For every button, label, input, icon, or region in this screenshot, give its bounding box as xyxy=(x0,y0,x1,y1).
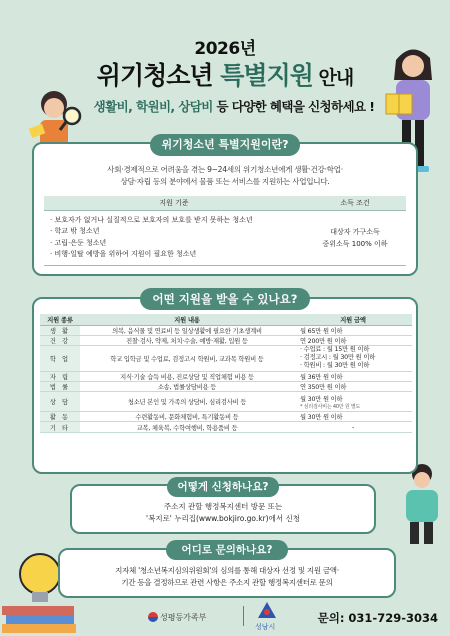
title-tail: 안내 xyxy=(312,67,354,89)
row-type: 활 동 xyxy=(40,412,80,422)
section3-heading: 어떻게 신청하나요? xyxy=(167,477,279,497)
student-thinking-illustration xyxy=(396,462,446,546)
page-subtitle xyxy=(84,97,384,115)
page-title xyxy=(0,56,450,92)
city-logo-icon xyxy=(256,600,278,620)
section-support-types xyxy=(32,292,418,474)
apply-text xyxy=(72,501,374,525)
criteria-item: · 고립·은둔 청소년 xyxy=(50,238,107,247)
ministry-logo-icon xyxy=(148,612,158,622)
row-type: 자 립 xyxy=(40,371,80,381)
criteria-item: · 보호자가 없거나 실질적으로 보호자의 보호를 받지 못하는 청소년 xyxy=(50,215,253,224)
criteria-list xyxy=(44,210,304,265)
row-content: 학교 입학금 및 수업료, 검정고시 학원비, 교과목 학원비 등 xyxy=(80,345,294,371)
table-row xyxy=(40,371,412,381)
section-how-to-apply xyxy=(70,481,376,534)
row-amount: 연 350만 원 이하 xyxy=(294,382,412,392)
intro-line-2: 상담·자립 등의 분야에서 물품 또는 서비스를 지원하는 사업입니다. xyxy=(120,177,330,186)
ministry-name: 성평등가족부 xyxy=(160,613,207,622)
income-condition xyxy=(304,210,406,265)
apply-line-2: '복지로' 누리집(www.bokjiro.go.kr)에서 신청 xyxy=(146,514,300,523)
criteria-item: · 학교 밖 청소년 xyxy=(50,227,100,235)
row-content: 수련활동비, 문화체험비, 특기활동비 등 xyxy=(80,412,294,422)
title-highlight: 특별지원 xyxy=(220,61,313,90)
row-amount: 월 65만 원 이하 xyxy=(294,325,412,335)
support-table xyxy=(40,314,412,433)
table-row xyxy=(40,345,412,371)
income-col-header: 소득 조건 xyxy=(304,196,406,210)
table-row xyxy=(40,422,412,432)
contact-phone: 문의: 031-729-3034 xyxy=(317,611,438,625)
footer-divider xyxy=(243,606,244,626)
section2-heading: 어떤 지원을 받을 수 있나요? xyxy=(140,288,310,310)
subtitle-tail: 등 다양한 혜택을 신청하세요 ! xyxy=(212,99,375,114)
table-row xyxy=(40,335,412,345)
section1-intro xyxy=(44,164,406,188)
criteria-col-header: 지원 기준 xyxy=(44,196,304,210)
section4-heading: 어디로 문의하나요? xyxy=(166,540,288,560)
row-type: 상 담 xyxy=(40,392,80,412)
criteria-item: · 비행·일탈 예방을 위하여 지원이 필요한 청소년 xyxy=(50,250,197,258)
header-year: 2026년 xyxy=(194,39,256,59)
row-amount: - xyxy=(294,422,412,432)
subtitle-highlight: 생활비, 학원비, 상담비 xyxy=(93,99,213,114)
row-amount-value: 월 30만 원 이하 xyxy=(300,395,343,403)
contact-line-2: 기간 등을 결정하므로 관련 사항은 주소지 관할 행정복지센터로 문의 xyxy=(121,578,333,587)
apply-line-1: 주소지 관할 행정복지센터 방문 또는 xyxy=(163,502,283,511)
row-amount: 연 200만 원 이하 xyxy=(294,335,412,345)
row-amount: · 수업료 : 월 15만 원 이하 · 검정고시 : 월 30만 원 이하 · 학원비 : 월 30만 원 이하 xyxy=(294,345,412,371)
row-content: 교복, 체육복, 수학여행비, 학용품비 등 xyxy=(80,422,294,432)
table-row xyxy=(40,412,412,422)
row-content: 지식·기술 습득 비용, 진로상담 및 직업체험 비용 등 xyxy=(80,371,294,381)
table-row xyxy=(40,382,412,392)
section-what-is-support xyxy=(32,138,418,276)
row-type: 건 강 xyxy=(40,335,80,345)
row-type: 학 업 xyxy=(40,345,80,371)
row-amount: 월 30만 원 이하 xyxy=(294,412,412,422)
income-line-1: 대상자 가구소득 xyxy=(330,227,380,236)
row-content: 청소년 본인 및 가족의 상담비, 심리검사비 등 xyxy=(80,392,294,412)
row-amount-note: * 심리검사비는 40만 원 별도 xyxy=(300,403,361,410)
title-main: 위기청소년 xyxy=(96,61,221,90)
amount-col-header: 지원 금액 xyxy=(294,314,412,325)
income-line-2: 중위소득 100% 이하 xyxy=(322,239,388,248)
contact-text xyxy=(60,565,394,589)
intro-line-1: 사회·경제적으로 어려움을 겪는 9~24세의 위기청소년에게 생활·건강·학업· xyxy=(107,165,343,174)
city-name: 성남시 xyxy=(255,623,276,631)
row-type: 생 활 xyxy=(40,325,80,335)
table-row xyxy=(40,392,412,412)
row-amount xyxy=(294,392,412,412)
section-contact xyxy=(58,544,396,598)
row-content: 소송, 법률상담비용 등 xyxy=(80,382,294,392)
table-row xyxy=(40,325,412,335)
row-content: 의복, 음식물 및 연료비 등 일상생활에 필요한 기초생계비 xyxy=(80,325,294,335)
row-type: 법 률 xyxy=(40,382,80,392)
section1-heading: 위기청소년 특별지원이란? xyxy=(150,134,300,156)
criteria-table xyxy=(44,196,406,266)
content-col-header: 지원 내용 xyxy=(80,314,294,325)
contact-line-1: 지자체 '청소년복지심의위원회'의 심의를 통해 대상자 선정 및 지원 금액· xyxy=(115,566,339,575)
row-type: 기 타 xyxy=(40,422,80,432)
row-content: 진찰·검사, 약제, 처치·수술, 예방·재활, 입원 등 xyxy=(80,335,294,345)
type-col-header: 지원 종류 xyxy=(40,314,80,325)
row-amount: 월 36만 원 이하 xyxy=(294,371,412,381)
